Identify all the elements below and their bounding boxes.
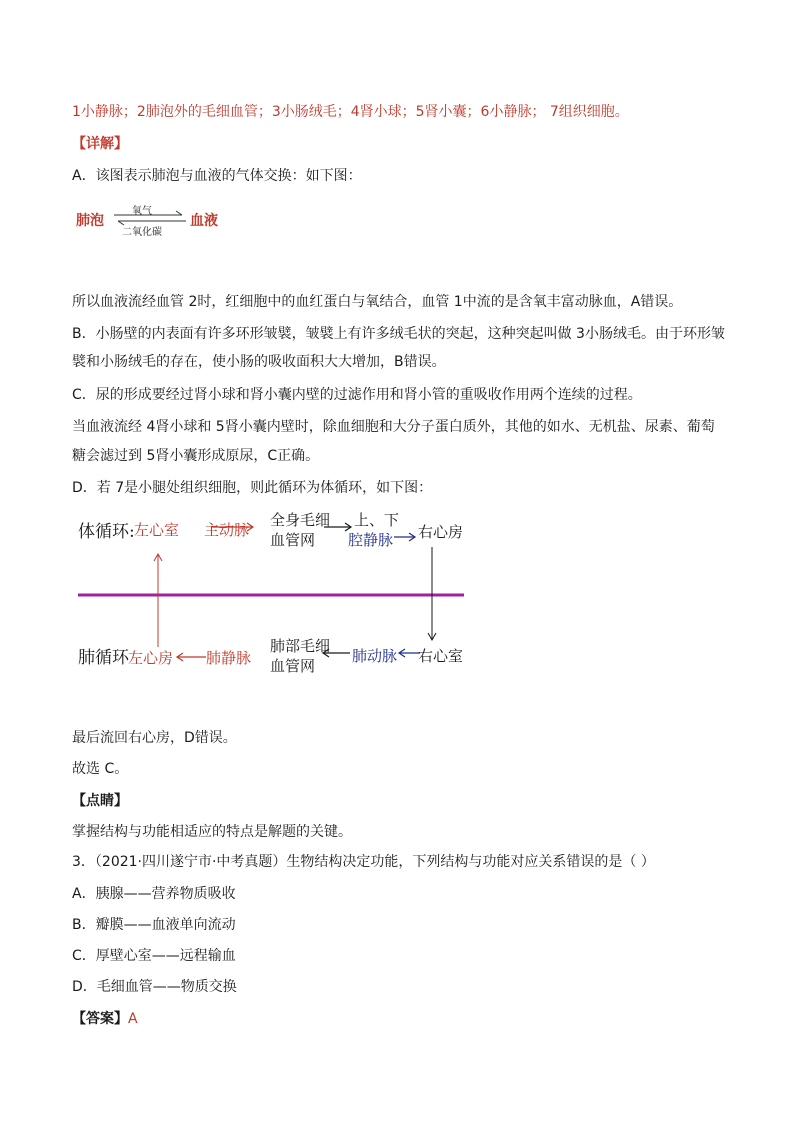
option-a-conclusion: 所以血液流经血管 2时，红细胞中的血红蛋白与氧结合，血管 1中流的是含氧丰富动脉血，A错误。 bbox=[72, 294, 683, 310]
lung-capillary-line-1: 肺部毛细 bbox=[270, 637, 331, 655]
blood-label: 血液 bbox=[190, 213, 218, 229]
answer-label: 【答案】 bbox=[72, 1011, 128, 1027]
alveolus-label: 肺泡 bbox=[76, 213, 104, 229]
option-c: C．厚壁心室——远程输血 bbox=[72, 948, 236, 964]
vena-cava-line-2: 腔静脉 bbox=[348, 531, 394, 549]
right-atrium-label: 右心房 bbox=[418, 523, 464, 541]
option-b-line-1: B．小肠壁的内表面有许多环形皱襞，皱襞上有许多绒毛状的突起，这种突起叫做 3小肠绒毛。由于环形皱 bbox=[72, 326, 725, 342]
option-b: B．瓣膜——血液单向流动 bbox=[72, 917, 236, 933]
aorta-label: 主动脉 bbox=[204, 521, 250, 539]
answer-line bbox=[72, 1010, 138, 1028]
gas-exchange-diagram bbox=[74, 200, 234, 240]
comment-header: 【点睛】 bbox=[72, 793, 128, 809]
comment-text: 掌握结构与功能相适应的特点是解题的关键。 bbox=[72, 824, 352, 840]
option-a-explanation: A．该图表示肺泡与血液的气体交换：如下图： bbox=[72, 168, 362, 184]
structure-legend-line: 1小静脉；2肺泡外的毛细血管；3小肠绒毛；4肾小球；5肾小囊；6小静脉； 7组织细胞。 bbox=[72, 104, 629, 120]
body-capillary-line-2: 血管网 bbox=[270, 531, 316, 549]
option-c-line-1: C．尿的形成要经过肾小球和肾小囊内壁的过滤作用和肾小管的重吸收作用两个连续的过程。 bbox=[72, 387, 642, 403]
question-3: 3．（2021·四川遂宁市·中考真题）生物结构决定功能，下列结构与功能对应关系错误的是（ ） bbox=[72, 854, 655, 870]
pulmonary-circulation-label: 肺循环 bbox=[78, 648, 129, 668]
left-ventricle-label: 左心室 bbox=[134, 521, 180, 539]
lung-capillary-line-2: 血管网 bbox=[270, 657, 316, 675]
left-atrium-label: 左心房 bbox=[128, 649, 174, 667]
option-c-line-3: 糖会滤过到 5肾小囊形成原尿，C正确。 bbox=[72, 448, 320, 464]
pulmonary-vein-label: 肺静脉 bbox=[206, 649, 252, 667]
carbon-dioxide-label: 二氧化碳 bbox=[122, 227, 162, 238]
option-d-line-1: D．若 7是小腿处组织细胞，则此循环为体循环，如下图： bbox=[72, 480, 433, 496]
option-c-line-2: 当血液流经 4肾小球和 5肾小囊内壁时，除血细胞和大分子蛋白质外，其他的如水、无机盐、尿素、葡萄 bbox=[72, 419, 715, 435]
option-d-conclusion: 最后流回右心房，D错误。 bbox=[72, 730, 237, 746]
option-d: D．毛细血管——物质交换 bbox=[72, 979, 237, 995]
vena-cava-line-1: 上、下 bbox=[354, 511, 400, 529]
oxygen-label: 氧气 bbox=[132, 206, 152, 217]
option-a: A．胰腺——营养物质吸收 bbox=[72, 886, 236, 902]
right-ventricle-label: 右心室 bbox=[418, 647, 464, 665]
answer-value: A bbox=[128, 1011, 138, 1027]
circulation-diagram bbox=[74, 507, 474, 687]
detail-header: 【详解】 bbox=[72, 136, 128, 152]
option-b-line-2: 襞和小肠绒毛的存在，使小肠的吸收面积大大增加，B错误。 bbox=[72, 354, 446, 370]
final-choice: 故选 C。 bbox=[72, 761, 129, 777]
systemic-circulation-label: 体循环: bbox=[78, 522, 135, 542]
pulmonary-artery-label: 肺动脉 bbox=[352, 647, 398, 665]
body-capillary-line-1: 全身毛细 bbox=[270, 511, 331, 529]
